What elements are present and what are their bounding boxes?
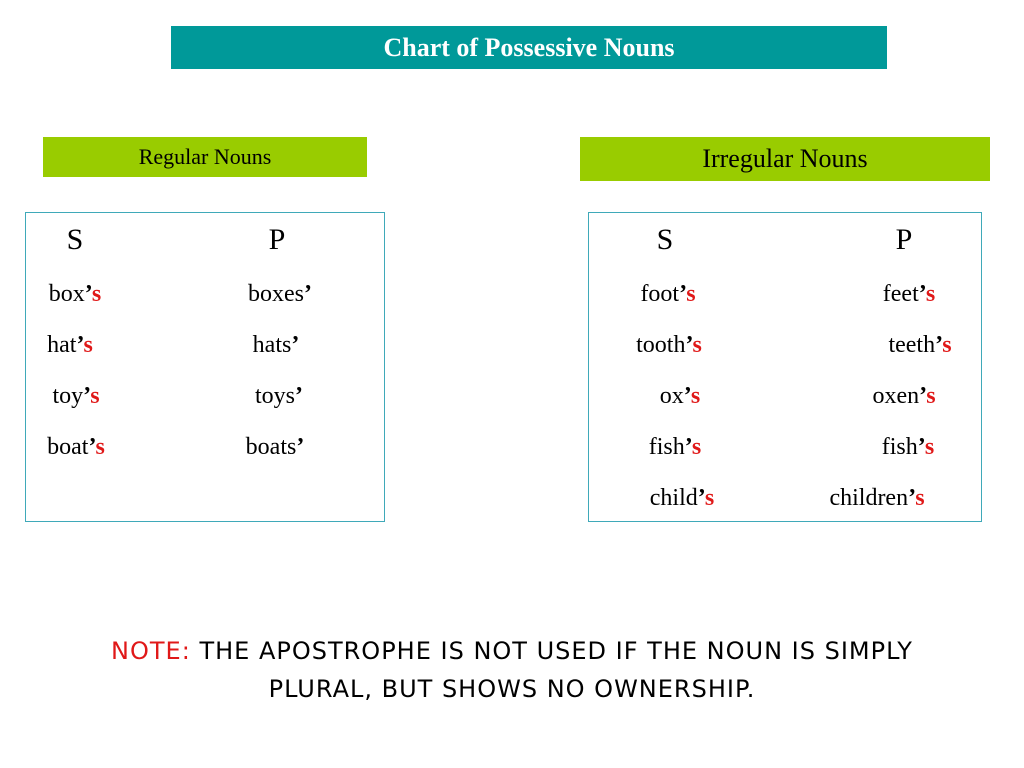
- singular-header: S: [66, 223, 84, 256]
- regular-plural-possessive: [248, 281, 312, 308]
- apostrophe: ’: [935, 332, 943, 358]
- irregular-plural-possessive: [829, 485, 924, 512]
- possessive-s-suffix: s: [926, 383, 936, 409]
- noun-word: boxes: [248, 281, 304, 307]
- noun-word: feet: [882, 281, 919, 307]
- noun-word: fish: [881, 434, 918, 460]
- noun-word: toys: [254, 383, 296, 409]
- apostrophe: ’: [908, 485, 916, 511]
- irregular-nouns-label: Irregular Nouns: [702, 144, 868, 173]
- noun-word: box: [48, 281, 85, 307]
- noun-word: tooth: [636, 332, 686, 358]
- noun-word: teeth: [888, 332, 936, 358]
- regular-plural-possessive: [255, 383, 303, 410]
- noun-word: boat: [47, 434, 89, 460]
- apostrophe: ’: [76, 332, 84, 358]
- regular-singular-possessive: [47, 434, 105, 461]
- possessive-s-suffix: s: [83, 332, 93, 358]
- regular-plural-possessive: [246, 434, 305, 461]
- noun-word: fish: [648, 434, 685, 460]
- irregular-singular-possessive: [650, 485, 714, 512]
- noun-word: foot: [640, 281, 680, 307]
- noun-word: toy: [52, 383, 84, 409]
- irregular-plural-possessive: [882, 434, 934, 461]
- apostrophe: ’: [84, 281, 92, 307]
- apostrophe: ’: [918, 281, 926, 307]
- possessive-s-suffix: s: [91, 281, 102, 307]
- possessive-s-suffix: s: [924, 434, 935, 460]
- chart-title: Chart of Possessive Nouns: [383, 32, 675, 62]
- noun-word: hats: [252, 332, 292, 358]
- apostrophe: ’: [304, 281, 312, 307]
- possessive-s-suffix: s: [692, 332, 702, 358]
- apostrophe: ’: [919, 383, 927, 409]
- regular-singular-possessive: [47, 332, 93, 359]
- plural-header: P: [895, 223, 913, 256]
- irregular-nouns-label-bar: [580, 137, 990, 181]
- apostrophe: ’: [683, 383, 691, 409]
- possessive-s-suffix: s: [690, 383, 701, 409]
- chart-title-banner: [171, 26, 887, 69]
- irregular-plural-possessive: [872, 383, 935, 410]
- ownership-note: [60, 632, 964, 708]
- possessive-s-suffix: s: [704, 485, 715, 511]
- plural-header: P: [268, 223, 286, 256]
- regular-singular-possessive: [49, 281, 101, 308]
- note-label: NOTE:: [111, 637, 191, 665]
- apostrophe: ’: [88, 434, 96, 460]
- possessive-s-suffix: s: [90, 383, 100, 409]
- irregular-singular-possessive: [660, 383, 700, 410]
- irregular-singular-possessive: [640, 281, 695, 308]
- regular-nouns-table: [25, 212, 385, 522]
- apostrophe: ’: [83, 383, 91, 409]
- apostrophe: ’: [697, 485, 705, 511]
- possessive-s-suffix: s: [942, 332, 952, 358]
- irregular-singular-possessive: [649, 434, 701, 461]
- apostrophe: ’: [917, 434, 925, 460]
- possessive-s-suffix: s: [691, 434, 702, 460]
- noun-word: oxen: [872, 383, 920, 409]
- irregular-plural-possessive: [883, 281, 935, 308]
- noun-word: boats: [245, 434, 297, 460]
- noun-word: child: [649, 485, 698, 511]
- apostrophe: ’: [684, 434, 692, 460]
- regular-nouns-label: Regular Nouns: [138, 144, 272, 169]
- noun-word: hat: [47, 332, 77, 358]
- irregular-plural-possessive: [888, 332, 951, 359]
- apostrophe: ’: [291, 332, 300, 358]
- possessive-s-suffix: s: [915, 485, 925, 511]
- noun-word: ox: [659, 383, 684, 409]
- possessive-s-suffix: s: [925, 281, 936, 307]
- regular-plural-possessive: [253, 332, 300, 359]
- regular-nouns-label-bar: [43, 137, 367, 177]
- possessive-s-suffix: s: [95, 434, 105, 460]
- apostrophe: ’: [296, 434, 305, 460]
- regular-singular-possessive: [52, 383, 99, 410]
- noun-word: children: [829, 485, 909, 511]
- irregular-nouns-table: [588, 212, 982, 522]
- note-text: THE APOSTROPHE IS NOT USED IF THE NOUN IS SIMPLY PLURAL, BUT SHOWS NO OWNERSHIP.: [199, 637, 913, 703]
- irregular-singular-possessive: [636, 332, 702, 359]
- possessive-s-suffix: s: [686, 281, 696, 307]
- apostrophe: ’: [679, 281, 687, 307]
- singular-header: S: [656, 223, 674, 256]
- apostrophe: ’: [685, 332, 693, 358]
- apostrophe: ’: [295, 383, 304, 409]
